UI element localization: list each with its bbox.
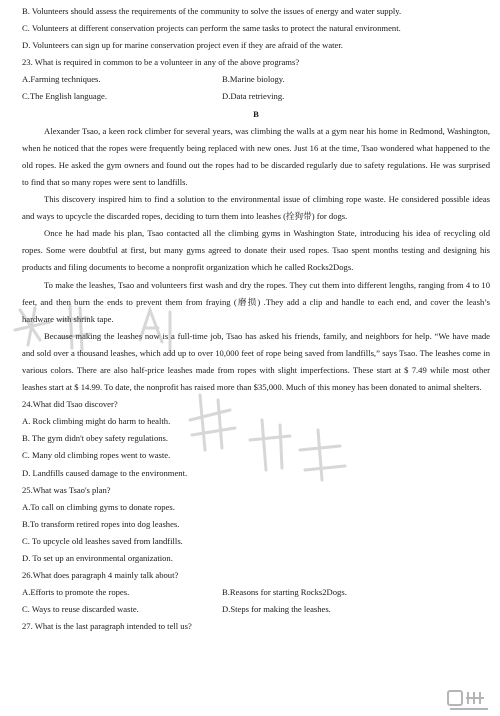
q24-option-c: C. Many old climbing ropes went to waste. [22,450,171,461]
passage-paragraph-1: Alexander Tsao, a keen rock climber for several years, was climbing the walls at a gym near his home in Redmond, Washington, when he noticed that the ropes were frequently being replaced with new ones. Just 16 at the time, Tsao wondered what happened to the old ropes. He asked the gym owners and found out the ropes had to be discarded regularly due to safety regulations. He was surprised to find that so many ropes were sent to landfills. [22,125,490,187]
q24-option-a: A. Rock climbing might do harm to health. [22,416,171,427]
passage-paragraph-5: Because making the leashes now is a full-time job, Tsao has asked his friends, family, and neighbors for help. “We have made and sold over a thousand leashes, which add up to over 10,000 feet of rope being saved from landfills,” says Tsao. The leashes come in various colors. There are also half-price leashes made from ropes with slight imperfections. These start at $ 7.49 while most other leashes start at $ 14.99. To date, the nonprofit has raised more than $35,000. Much of this money has been donated to animal shelters. [22,330,490,393]
q25-option-c: C. To upcycle old leashes saved from landfills. [22,535,183,546]
q26-option-b: B.Reasons for starting Rocks2Dogs. [222,587,347,598]
q24-option-b: B. The gym didn't obey safety regulations. [22,433,169,444]
q23-option-c: C.The English language. [22,91,107,102]
q26-options-row-2 [22,601,490,618]
question-25: 25.What was Tsao's plan? [22,484,111,495]
q26-options-row-1 [22,584,490,601]
passage-paragraph-3: Once he had made his plan, Tsao contacted all the climbing gyms in Washington State, introducing his idea of recycling old ropes. Some were doubtful at first, but many gyms agreed to donate their used ropes. Tsao spent months testing and designing his products and filing documents to become a nonprofit organization which he called Rocks2Dogs. [22,228,490,273]
corner-logo-graphic [444,688,494,714]
q25-option-b: B.To transform retired ropes into dog leashes. [22,518,180,529]
question-23: 23. What is required in common to be a volunteer in any of the above programs? [22,57,300,68]
q23-options-row-1 [22,71,490,88]
q26-option-c: C. Ways to reuse discarded waste. [22,604,139,615]
q26-option-a: A.Efforts to promote the ropes. [22,587,130,598]
q26-option-d: D.Steps for making the leashes. [222,604,331,615]
q25-option-a: A.To call on climbing gyms to donate ropes. [22,501,175,512]
question-26: 26.What does paragraph 4 mainly talk about? [22,570,179,581]
passage-paragraph-4: To make the leashes, Tsao and volunteers first wash and dry the ropes. They cut them into different lengths, ranging from 4 to 10 feet, and then burn the ends to prevent them from fraying (磨损) .They add a clip and handle to each end, and cover the leash’s hardware with shrink tape. [22,279,490,324]
q23-options-row-2 [22,88,490,105]
option-line: C. Volunteers at different conservation projects can perform the same tasks to protect the natural environment. [22,23,401,34]
question-27: 27. What is the last paragraph intended to tell us? [22,621,192,632]
section-label: B [253,108,259,119]
q23-option-d: D.Data retrieving. [222,91,285,102]
question-24: 24.What did Tsao discover? [22,399,118,410]
q23-option-a: A.Farming techniques. [22,74,101,85]
q23-option-b: B.Marine biology. [222,74,285,85]
q25-option-d: D. To set up an environmental organization. [22,553,173,563]
option-line: B. Volunteers should assess the requirements of the community to solve the issues of energy and water supply. [22,6,402,16]
q24-option-d: D. Landfills caused damage to the environment. [22,467,188,478]
corner-watermark-logo [444,688,494,714]
passage-paragraph-2: This discovery inspired him to find a solution to the environmental issue of climbing rope waste. He considered possible ideas and ways to upcycle the discarded ropes, deciding to turn them into leashes (拴狗带) for dogs. [22,194,490,222]
option-line: D. Volunteers can sign up for marine conservation project even if they are afraid of the water. [22,40,343,51]
